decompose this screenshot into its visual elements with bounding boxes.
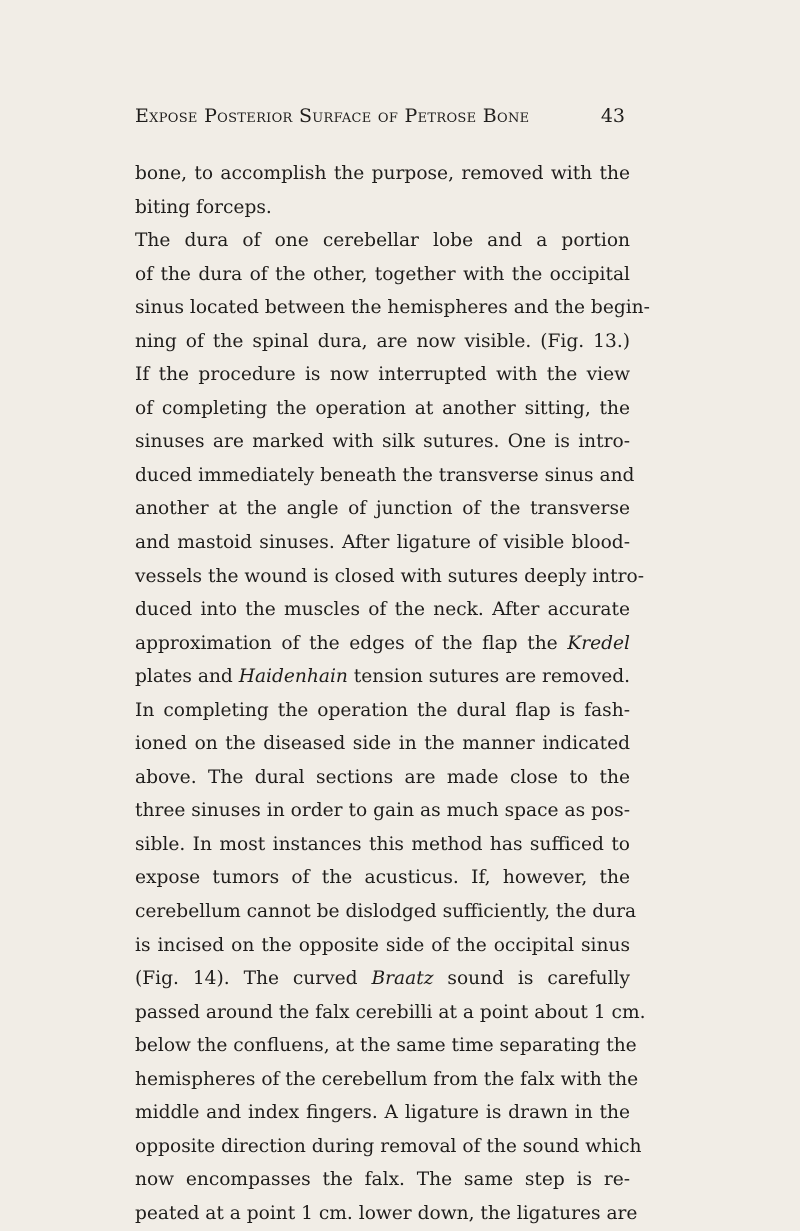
- text-segment: of the dura of the other, together with the occipital: [135, 263, 630, 285]
- text-line: [135, 1029, 637, 1063]
- text-segment: of completing the operation at another sitting, the: [135, 397, 630, 419]
- text-line: [135, 291, 650, 325]
- italic-name: Braatz: [371, 968, 434, 990]
- text-line: [135, 1163, 630, 1197]
- text-segment: sible. In most instances this method has sufficed to: [135, 833, 630, 855]
- text-segment: expose tumors of the acusticus. If, however, the: [135, 867, 630, 889]
- italic-name: Haidenhain: [238, 666, 348, 688]
- italic-name: Kredel: [567, 632, 630, 654]
- text-line: [135, 861, 630, 895]
- text-segment: below the confluens, at the same time separating the: [135, 1035, 637, 1057]
- text-segment: In completing the operation the dural flap is fash-: [135, 699, 630, 721]
- text-segment: now encompasses the falx. The same step is re-: [135, 1169, 630, 1191]
- text-segment: is incised on the opposite side of the occipital sinus: [135, 934, 630, 956]
- text-segment: peated at a point 1 cm. lower down, the ligatures are: [135, 1202, 638, 1224]
- text-segment: ioned on the diseased side in the manner indicated: [135, 733, 630, 755]
- text-line: [135, 962, 630, 996]
- text-line: [135, 660, 630, 694]
- text-segment: biting forceps.: [135, 196, 272, 218]
- text-line: [135, 392, 630, 426]
- text-segment: duced immediately beneath the transverse sinus and: [135, 464, 635, 486]
- text-segment: sound is carefully: [433, 968, 630, 990]
- text-line: [135, 224, 630, 258]
- text-line: [135, 593, 630, 627]
- text-line: [135, 358, 630, 392]
- text-line: [135, 258, 630, 292]
- text-line: [135, 191, 630, 225]
- text-segment: vessels the wound is closed with sutures deeply intro-: [135, 565, 645, 587]
- text-line: [135, 157, 630, 191]
- text-segment: opposite direction during removal of the sound which: [135, 1135, 642, 1157]
- text-line: [135, 727, 630, 761]
- text-segment: passed around the falx cerebilli at a point about 1 cm.: [135, 1001, 646, 1023]
- text-segment: plates and: [135, 666, 239, 688]
- text-line: [135, 929, 630, 963]
- running-title: Expose Posterior Surface of Petrose Bone: [135, 105, 530, 127]
- text-line: [135, 627, 630, 661]
- text-line: [135, 1063, 639, 1097]
- text-line: [135, 1197, 638, 1231]
- text-line: [135, 425, 630, 459]
- text-line: [135, 459, 635, 493]
- text-line: [135, 560, 645, 594]
- running-head: [135, 101, 625, 131]
- text-segment: bone, to accomplish the purpose, removed with the: [135, 163, 630, 184]
- text-segment: The dura of one cerebellar lobe and a portion: [135, 230, 630, 252]
- text-line: [135, 996, 646, 1030]
- page-number: 43: [600, 105, 625, 127]
- body-text: [135, 157, 650, 1231]
- text-line: [135, 794, 630, 828]
- text-segment: If the procedure is now interrupted with the view: [135, 364, 630, 386]
- text-line: [135, 828, 630, 862]
- text-line: [135, 526, 630, 560]
- text-line: [135, 694, 630, 728]
- text-segment: and mastoid sinuses. After ligature of visible blood-: [135, 532, 630, 554]
- text-segment: middle and index fingers. A ligature is drawn in the: [135, 1102, 630, 1124]
- text-segment: (Fig. 14). The curved: [135, 968, 372, 990]
- text-line: [135, 895, 637, 929]
- text-line: [135, 1130, 642, 1164]
- text-segment: sinuses are marked with silk sutures. One is intro-: [135, 431, 630, 453]
- text-line: [135, 761, 630, 795]
- text-line: [135, 325, 630, 359]
- text-segment: cerebellum cannot be dislodged sufficiently, the dura: [135, 901, 637, 923]
- text-segment: another at the angle of junction of the transverse: [135, 498, 630, 520]
- text-segment: duced into the muscles of the neck. After accurate: [135, 599, 630, 621]
- text-line: [135, 492, 630, 526]
- text-segment: three sinuses in order to gain as much space as pos-: [135, 800, 630, 822]
- text-line: [135, 1096, 630, 1130]
- text-segment: hemispheres of the cerebellum from the falx with the: [135, 1068, 639, 1090]
- text-segment: above. The dural sections are made close to the: [135, 766, 630, 788]
- text-segment: ning of the spinal dura, are now visible. (Fig. 13.): [135, 330, 630, 352]
- text-segment: sinus located between the hemispheres and the begin-: [135, 297, 650, 319]
- text-segment: tension sutures are removed.: [347, 666, 631, 688]
- text-segment: approximation of the edges of the flap the: [135, 632, 568, 654]
